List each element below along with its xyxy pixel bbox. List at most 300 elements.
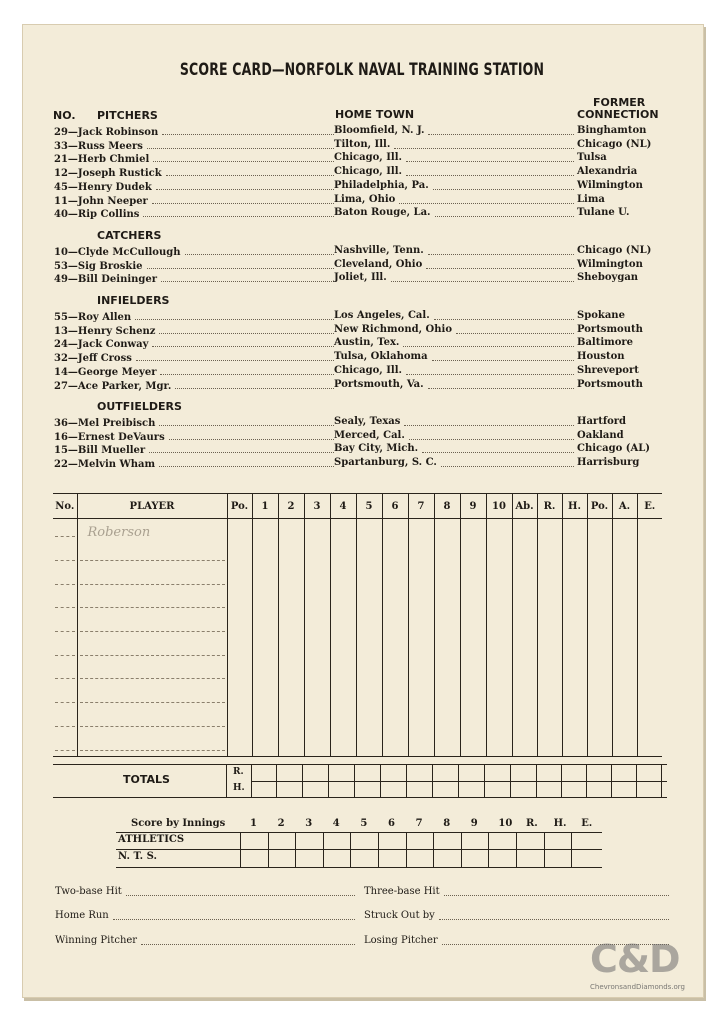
grid-cell[interactable] bbox=[227, 614, 252, 638]
innings-column-label: 10 bbox=[498, 818, 513, 829]
grid-cell[interactable] bbox=[512, 685, 537, 709]
grid-cell[interactable] bbox=[537, 732, 562, 756]
player-former-connection: Portsmouth bbox=[577, 323, 643, 335]
player-home-town: Portsmouth, Va. bbox=[334, 378, 424, 390]
grid-cell[interactable] bbox=[278, 543, 304, 567]
player-name: 10—Clyde McCullough bbox=[54, 247, 181, 258]
grid-cell[interactable] bbox=[562, 685, 587, 709]
grid-cell-no[interactable] bbox=[53, 637, 77, 661]
grid-cell[interactable] bbox=[382, 614, 408, 638]
grid-cell-no[interactable] bbox=[53, 590, 77, 614]
grid-cell[interactable] bbox=[330, 732, 356, 756]
innings-column-label: 2 bbox=[277, 818, 285, 829]
grid-header-cell: 9 bbox=[460, 494, 486, 519]
section-catchers: CATCHERS bbox=[97, 229, 162, 242]
grid-cell[interactable] bbox=[562, 709, 587, 733]
grid-cell[interactable] bbox=[304, 590, 330, 614]
grid-cell-player[interactable] bbox=[77, 732, 227, 756]
grid-cell-no[interactable] bbox=[53, 709, 77, 733]
grid-cell[interactable] bbox=[304, 661, 330, 685]
grid-cell[interactable] bbox=[382, 543, 408, 567]
grid-header-cell: E. bbox=[637, 494, 662, 519]
grid-cell[interactable] bbox=[382, 590, 408, 614]
grid-cell[interactable] bbox=[304, 519, 330, 543]
grid-cell[interactable] bbox=[304, 543, 330, 567]
grid-cell[interactable] bbox=[486, 590, 512, 614]
innings-column-label: 6 bbox=[388, 818, 395, 829]
grid-cell[interactable] bbox=[304, 637, 330, 661]
grid-cell[interactable] bbox=[587, 732, 612, 756]
grid-cell[interactable] bbox=[278, 661, 304, 685]
grid-cell[interactable] bbox=[612, 709, 637, 733]
grid-cell[interactable] bbox=[637, 732, 662, 756]
grid-header-cell: Po. bbox=[587, 494, 612, 519]
grid-cell[interactable] bbox=[587, 590, 612, 614]
player-former-connection: Portsmouth bbox=[577, 378, 643, 390]
grid-cell[interactable] bbox=[252, 637, 278, 661]
scoring-grid bbox=[53, 493, 662, 757]
watermark-url: ChevronsandDiamonds.org bbox=[590, 983, 685, 991]
grid-cell[interactable] bbox=[460, 614, 486, 638]
section-infielders: INFIELDERS bbox=[97, 294, 170, 307]
player-former-connection: Harrisburg bbox=[577, 457, 640, 469]
player-name: 49—Bill Deininger bbox=[54, 274, 158, 286]
grid-cell[interactable] bbox=[356, 709, 382, 733]
player-name: 21—Herb Chmiel bbox=[54, 154, 150, 166]
grid-cell[interactable] bbox=[460, 709, 486, 733]
grid-cell[interactable] bbox=[382, 709, 408, 733]
grid-cell-no[interactable] bbox=[53, 543, 77, 567]
grid-cell[interactable] bbox=[434, 732, 460, 756]
grid-cell[interactable] bbox=[612, 732, 637, 756]
grid-cell[interactable] bbox=[227, 685, 252, 709]
player-home-town: Austin, Tex. bbox=[334, 337, 400, 349]
grid-cell[interactable] bbox=[382, 637, 408, 661]
grid-header-cell: No. bbox=[53, 494, 77, 519]
player-home-town: Bay City, Mich. bbox=[334, 443, 419, 455]
grid-cell-player[interactable] bbox=[77, 614, 227, 638]
grid-cell[interactable] bbox=[612, 685, 637, 709]
grid-cell[interactable] bbox=[612, 519, 637, 543]
player-home-town: Joliet, Ill. bbox=[334, 272, 387, 284]
grid-cell[interactable] bbox=[356, 614, 382, 638]
innings-column-label: H. bbox=[553, 818, 567, 829]
grid-cell[interactable] bbox=[408, 637, 434, 661]
grid-cell[interactable] bbox=[408, 543, 434, 567]
innings-column-label: R. bbox=[526, 818, 538, 829]
grid-cell[interactable] bbox=[330, 543, 356, 567]
roster-row bbox=[54, 365, 654, 378]
roster-row bbox=[54, 430, 654, 443]
grid-row[interactable] bbox=[53, 709, 662, 733]
grid-cell[interactable] bbox=[252, 590, 278, 614]
grid-cell[interactable] bbox=[612, 661, 637, 685]
grid-cell[interactable] bbox=[408, 519, 434, 543]
grid-cell-no[interactable] bbox=[53, 519, 77, 543]
grid-cell[interactable] bbox=[356, 543, 382, 567]
grid-row[interactable] bbox=[53, 543, 662, 567]
grid-cell[interactable] bbox=[486, 566, 512, 590]
player-former-connection: Spokane bbox=[577, 310, 625, 321]
grid-cell[interactable] bbox=[537, 637, 562, 661]
player-home-town: Spartanburg, S. C. bbox=[334, 457, 437, 469]
player-former-connection: Tulsa bbox=[577, 152, 607, 164]
grid-cell[interactable] bbox=[486, 685, 512, 709]
grid-cell-no[interactable] bbox=[53, 661, 77, 685]
player-former-connection: Hartford bbox=[577, 416, 627, 427]
grid-cell[interactable] bbox=[434, 566, 460, 590]
player-name: 24—Jack Conway bbox=[54, 339, 149, 351]
player-home-town: Sealy, Texas bbox=[334, 416, 401, 427]
grid-cell[interactable] bbox=[227, 709, 252, 733]
player-former-connection: Baltimore bbox=[577, 337, 634, 349]
roster-row bbox=[54, 259, 654, 272]
grid-cell[interactable] bbox=[537, 519, 562, 543]
grid-header-cell: A. bbox=[612, 494, 637, 519]
grid-cell[interactable] bbox=[382, 661, 408, 685]
header-home-town: HOME TOWN bbox=[335, 108, 415, 121]
grid-cell[interactable] bbox=[330, 709, 356, 733]
grid-cell[interactable] bbox=[460, 566, 486, 590]
player-former-connection: Binghamton bbox=[577, 125, 647, 136]
grid-cell[interactable] bbox=[512, 590, 537, 614]
player-former-connection: Houston bbox=[577, 351, 625, 363]
player-former-connection: Chicago (NL) bbox=[577, 245, 652, 256]
two-base-hit-line bbox=[55, 886, 355, 897]
grid-cell[interactable] bbox=[382, 685, 408, 709]
grid-row[interactable] bbox=[53, 590, 662, 614]
roster-row bbox=[54, 180, 654, 193]
grid-cell[interactable] bbox=[252, 614, 278, 638]
grid-cell[interactable] bbox=[408, 732, 434, 756]
grid-cell[interactable] bbox=[278, 709, 304, 733]
grid-cell[interactable] bbox=[512, 661, 537, 685]
grid-cell[interactable] bbox=[486, 614, 512, 638]
grid-cell[interactable] bbox=[486, 709, 512, 733]
page-title: SCORE CARD—NORFOLK NAVAL TRAINING STATION bbox=[179, 60, 545, 80]
innings-column-label: 5 bbox=[360, 818, 368, 829]
grid-cell[interactable] bbox=[637, 590, 662, 614]
home-run-label: Home Run bbox=[55, 910, 109, 921]
roster-row bbox=[54, 379, 654, 392]
player-former-connection: Wilmington bbox=[577, 258, 643, 270]
player-name: 16—Ernest DeVaurs bbox=[54, 431, 165, 443]
player-name: 55—Roy Allen bbox=[54, 312, 132, 323]
grid-cell[interactable] bbox=[252, 566, 278, 590]
grid-cell[interactable] bbox=[562, 519, 587, 543]
grid-cell[interactable] bbox=[304, 709, 330, 733]
grid-cell[interactable] bbox=[408, 590, 434, 614]
player-name: 22—Melvin Wham bbox=[54, 459, 156, 471]
grid-cell[interactable] bbox=[562, 661, 587, 685]
handwritten-name: Roberson bbox=[87, 524, 151, 540]
grid-cell[interactable] bbox=[512, 732, 537, 756]
grid-cell[interactable] bbox=[227, 732, 252, 756]
player-former-connection: Chicago (AL) bbox=[577, 443, 650, 455]
roster-row bbox=[54, 125, 654, 138]
grid-row[interactable] bbox=[53, 661, 662, 685]
grid-cell[interactable] bbox=[612, 590, 637, 614]
grid-cell[interactable] bbox=[587, 614, 612, 638]
grid-cell[interactable] bbox=[486, 543, 512, 567]
grid-cell-player[interactable] bbox=[77, 543, 227, 567]
grid-header-cell: R. bbox=[537, 494, 562, 519]
roster-row bbox=[54, 272, 654, 285]
grid-cell[interactable] bbox=[356, 685, 382, 709]
grid-header-cell: 7 bbox=[408, 494, 434, 519]
home-run-line bbox=[55, 910, 355, 921]
section-outfielders: OUTFIELDERS bbox=[97, 400, 182, 413]
grid-cell[interactable] bbox=[612, 614, 637, 638]
winning-pitcher-line bbox=[55, 935, 355, 946]
grid-cell[interactable] bbox=[460, 685, 486, 709]
grid-cell[interactable] bbox=[356, 590, 382, 614]
grid-cell[interactable] bbox=[512, 543, 537, 567]
grid-cell[interactable] bbox=[486, 661, 512, 685]
grid-cell[interactable] bbox=[382, 566, 408, 590]
grid-cell[interactable] bbox=[460, 661, 486, 685]
player-former-connection: Sheboygan bbox=[577, 272, 639, 284]
grid-cell[interactable] bbox=[637, 519, 662, 543]
grid-cell[interactable] bbox=[227, 519, 252, 543]
grid-cell[interactable] bbox=[330, 614, 356, 638]
grid-cell[interactable] bbox=[512, 709, 537, 733]
roster-row bbox=[54, 207, 654, 220]
grid-cell-player[interactable] bbox=[77, 519, 227, 543]
grid-cell-player[interactable] bbox=[77, 685, 227, 709]
grid-cell[interactable] bbox=[460, 519, 486, 543]
roster-row bbox=[54, 166, 654, 179]
grid-cell[interactable] bbox=[252, 661, 278, 685]
grid-cell[interactable] bbox=[252, 732, 278, 756]
grid-cell[interactable] bbox=[587, 519, 612, 543]
grid-cell[interactable] bbox=[408, 661, 434, 685]
roster-row bbox=[54, 324, 654, 337]
grid-cell[interactable] bbox=[637, 709, 662, 733]
grid-cell[interactable] bbox=[512, 614, 537, 638]
player-name: 11—John Neeper bbox=[54, 195, 148, 207]
grid-cell[interactable] bbox=[227, 543, 252, 567]
grid-cell[interactable] bbox=[434, 661, 460, 685]
innings-column-label: 3 bbox=[305, 818, 313, 829]
grid-cell[interactable] bbox=[356, 732, 382, 756]
grid-cell[interactable] bbox=[330, 519, 356, 543]
player-name: 53—Sig Broskie bbox=[54, 260, 143, 272]
grid-cell[interactable] bbox=[252, 519, 278, 543]
grid-cell[interactable] bbox=[562, 614, 587, 638]
grid-cell[interactable] bbox=[512, 519, 537, 543]
grid-header-cell: 8 bbox=[434, 494, 460, 519]
grid-cell[interactable] bbox=[252, 685, 278, 709]
grid-cell[interactable] bbox=[278, 519, 304, 543]
roster-row bbox=[54, 351, 654, 364]
grid-cell[interactable] bbox=[278, 614, 304, 638]
grid-cell[interactable] bbox=[562, 732, 587, 756]
player-former-connection: Oakland bbox=[577, 429, 624, 441]
grid-cell[interactable] bbox=[278, 637, 304, 661]
grid-cell[interactable] bbox=[537, 566, 562, 590]
grid-cell[interactable] bbox=[587, 661, 612, 685]
grid-cell[interactable] bbox=[587, 637, 612, 661]
innings-column-label: E. bbox=[581, 818, 593, 829]
grid-cell[interactable] bbox=[278, 685, 304, 709]
grid-cell[interactable] bbox=[537, 614, 562, 638]
winning-pitcher-label: Winning Pitcher bbox=[55, 935, 138, 946]
watermark-logo: C&D bbox=[590, 937, 680, 981]
grid-row[interactable] bbox=[53, 566, 662, 590]
grid-cell[interactable] bbox=[408, 709, 434, 733]
innings-column-label: 9 bbox=[470, 818, 478, 829]
grid-cell[interactable] bbox=[330, 590, 356, 614]
grid-cell[interactable] bbox=[227, 590, 252, 614]
grid-row[interactable] bbox=[53, 732, 662, 756]
grid-cell[interactable] bbox=[562, 637, 587, 661]
player-name: 36—Mel Preibisch bbox=[54, 418, 156, 429]
grid-cell[interactable] bbox=[330, 566, 356, 590]
grid-header-cell: 5 bbox=[356, 494, 382, 519]
grid-cell[interactable] bbox=[537, 543, 562, 567]
roster-row bbox=[54, 310, 654, 323]
grid-row[interactable] bbox=[53, 637, 662, 661]
three-base-hit-line bbox=[364, 886, 669, 897]
grid-cell[interactable] bbox=[486, 732, 512, 756]
grid-cell-player[interactable] bbox=[77, 590, 227, 614]
grid-cell[interactable] bbox=[637, 661, 662, 685]
grid-cell-player[interactable] bbox=[77, 661, 227, 685]
player-name: 12—Joseph Rustick bbox=[54, 168, 162, 180]
grid-header-cell: H. bbox=[562, 494, 587, 519]
grid-cell[interactable] bbox=[227, 566, 252, 590]
grid-cell[interactable] bbox=[537, 661, 562, 685]
grid-cell-no[interactable] bbox=[53, 614, 77, 638]
innings-column-label: 7 bbox=[415, 818, 423, 829]
grid-cell[interactable] bbox=[408, 614, 434, 638]
grid-row[interactable] bbox=[53, 614, 662, 638]
grid-cell[interactable] bbox=[637, 614, 662, 638]
grid-cell[interactable] bbox=[330, 637, 356, 661]
grid-cell[interactable] bbox=[587, 543, 612, 567]
grid-cell-no[interactable] bbox=[53, 732, 77, 756]
grid-header-cell: 3 bbox=[304, 494, 330, 519]
grid-cell[interactable] bbox=[537, 590, 562, 614]
grid-cell[interactable] bbox=[637, 685, 662, 709]
grid-cell[interactable] bbox=[434, 637, 460, 661]
innings-team-athletics: ATHLETICS bbox=[118, 834, 185, 845]
grid-cell[interactable] bbox=[356, 519, 382, 543]
grid-cell[interactable] bbox=[227, 637, 252, 661]
grid-cell[interactable] bbox=[562, 590, 587, 614]
header-connection: CONNECTION bbox=[577, 108, 659, 121]
grid-cell[interactable] bbox=[612, 566, 637, 590]
grid-cell[interactable] bbox=[637, 637, 662, 661]
grid-cell[interactable] bbox=[434, 685, 460, 709]
player-home-town: New Richmond, Ohio bbox=[334, 323, 452, 335]
grid-cell[interactable] bbox=[434, 709, 460, 733]
grid-cell[interactable] bbox=[460, 732, 486, 756]
player-home-town: Lima, Ohio bbox=[334, 193, 396, 205]
grid-cell[interactable] bbox=[434, 519, 460, 543]
player-name: 27—Ace Parker, Mgr. bbox=[54, 380, 172, 392]
grid-cell[interactable] bbox=[278, 590, 304, 614]
player-former-connection: Chicago (NL) bbox=[577, 138, 652, 150]
grid-cell[interactable] bbox=[512, 566, 537, 590]
grid-cell[interactable] bbox=[637, 543, 662, 567]
grid-cell[interactable] bbox=[460, 543, 486, 567]
grid-cell[interactable] bbox=[304, 732, 330, 756]
grid-cell[interactable] bbox=[434, 590, 460, 614]
player-former-connection: Lima bbox=[577, 193, 605, 205]
grid-cell[interactable] bbox=[537, 709, 562, 733]
grid-cell[interactable] bbox=[304, 685, 330, 709]
grid-cell[interactable] bbox=[637, 566, 662, 590]
grid-cell[interactable] bbox=[330, 661, 356, 685]
grid-cell[interactable] bbox=[460, 637, 486, 661]
grid-cell[interactable] bbox=[304, 614, 330, 638]
grid-cell[interactable] bbox=[330, 685, 356, 709]
grid-cell[interactable] bbox=[612, 543, 637, 567]
grid-row[interactable] bbox=[53, 519, 662, 543]
grid-cell-player[interactable] bbox=[77, 566, 227, 590]
grid-cell[interactable] bbox=[278, 732, 304, 756]
grid-cell-no[interactable] bbox=[53, 566, 77, 590]
grid-cell[interactable] bbox=[612, 637, 637, 661]
player-former-connection: Alexandria bbox=[577, 166, 638, 178]
roster-row bbox=[54, 443, 654, 456]
player-former-connection: Wilmington bbox=[577, 179, 643, 191]
grid-cell[interactable] bbox=[227, 661, 252, 685]
grid-cell[interactable] bbox=[356, 661, 382, 685]
grid-cell[interactable] bbox=[304, 566, 330, 590]
player-home-town: Baton Rouge, La. bbox=[334, 207, 431, 219]
grid-cell[interactable] bbox=[356, 637, 382, 661]
grid-header-cell: Ab. bbox=[512, 494, 537, 519]
grid-cell[interactable] bbox=[587, 685, 612, 709]
grid-cell-player[interactable] bbox=[77, 637, 227, 661]
grid-header-cell: 4 bbox=[330, 494, 356, 519]
grid-cell[interactable] bbox=[434, 614, 460, 638]
grid-cell[interactable] bbox=[486, 637, 512, 661]
grid-cell[interactable] bbox=[408, 685, 434, 709]
grid-cell-player[interactable] bbox=[77, 709, 227, 733]
grid-cell[interactable] bbox=[587, 709, 612, 733]
grid-cell[interactable] bbox=[562, 566, 587, 590]
grid-cell[interactable] bbox=[408, 566, 434, 590]
grid-cell[interactable] bbox=[486, 519, 512, 543]
player-former-connection: Shreveport bbox=[577, 364, 639, 376]
grid-cell[interactable] bbox=[382, 519, 408, 543]
roster-row bbox=[54, 152, 654, 165]
roster-row bbox=[54, 194, 654, 207]
player-name: 32—Jeff Cross bbox=[54, 353, 132, 365]
grid-cell[interactable] bbox=[512, 637, 537, 661]
grid-cell[interactable] bbox=[252, 543, 278, 567]
grid-cell[interactable] bbox=[562, 543, 587, 567]
grid-row[interactable] bbox=[53, 685, 662, 709]
grid-cell[interactable] bbox=[356, 566, 382, 590]
grid-cell[interactable] bbox=[587, 566, 612, 590]
grid-cell[interactable] bbox=[434, 543, 460, 567]
totals-label: TOTALS bbox=[123, 773, 170, 786]
grid-cell[interactable] bbox=[252, 709, 278, 733]
grid-cell-no[interactable] bbox=[53, 685, 77, 709]
grid-cell[interactable] bbox=[382, 732, 408, 756]
innings-column-label: 1 bbox=[250, 818, 257, 829]
grid-cell[interactable] bbox=[460, 590, 486, 614]
player-name: 29—Jack Robinson bbox=[54, 127, 159, 138]
player-home-town: Los Angeles, Cal. bbox=[334, 310, 430, 321]
grid-cell[interactable] bbox=[537, 685, 562, 709]
grid-cell[interactable] bbox=[278, 566, 304, 590]
